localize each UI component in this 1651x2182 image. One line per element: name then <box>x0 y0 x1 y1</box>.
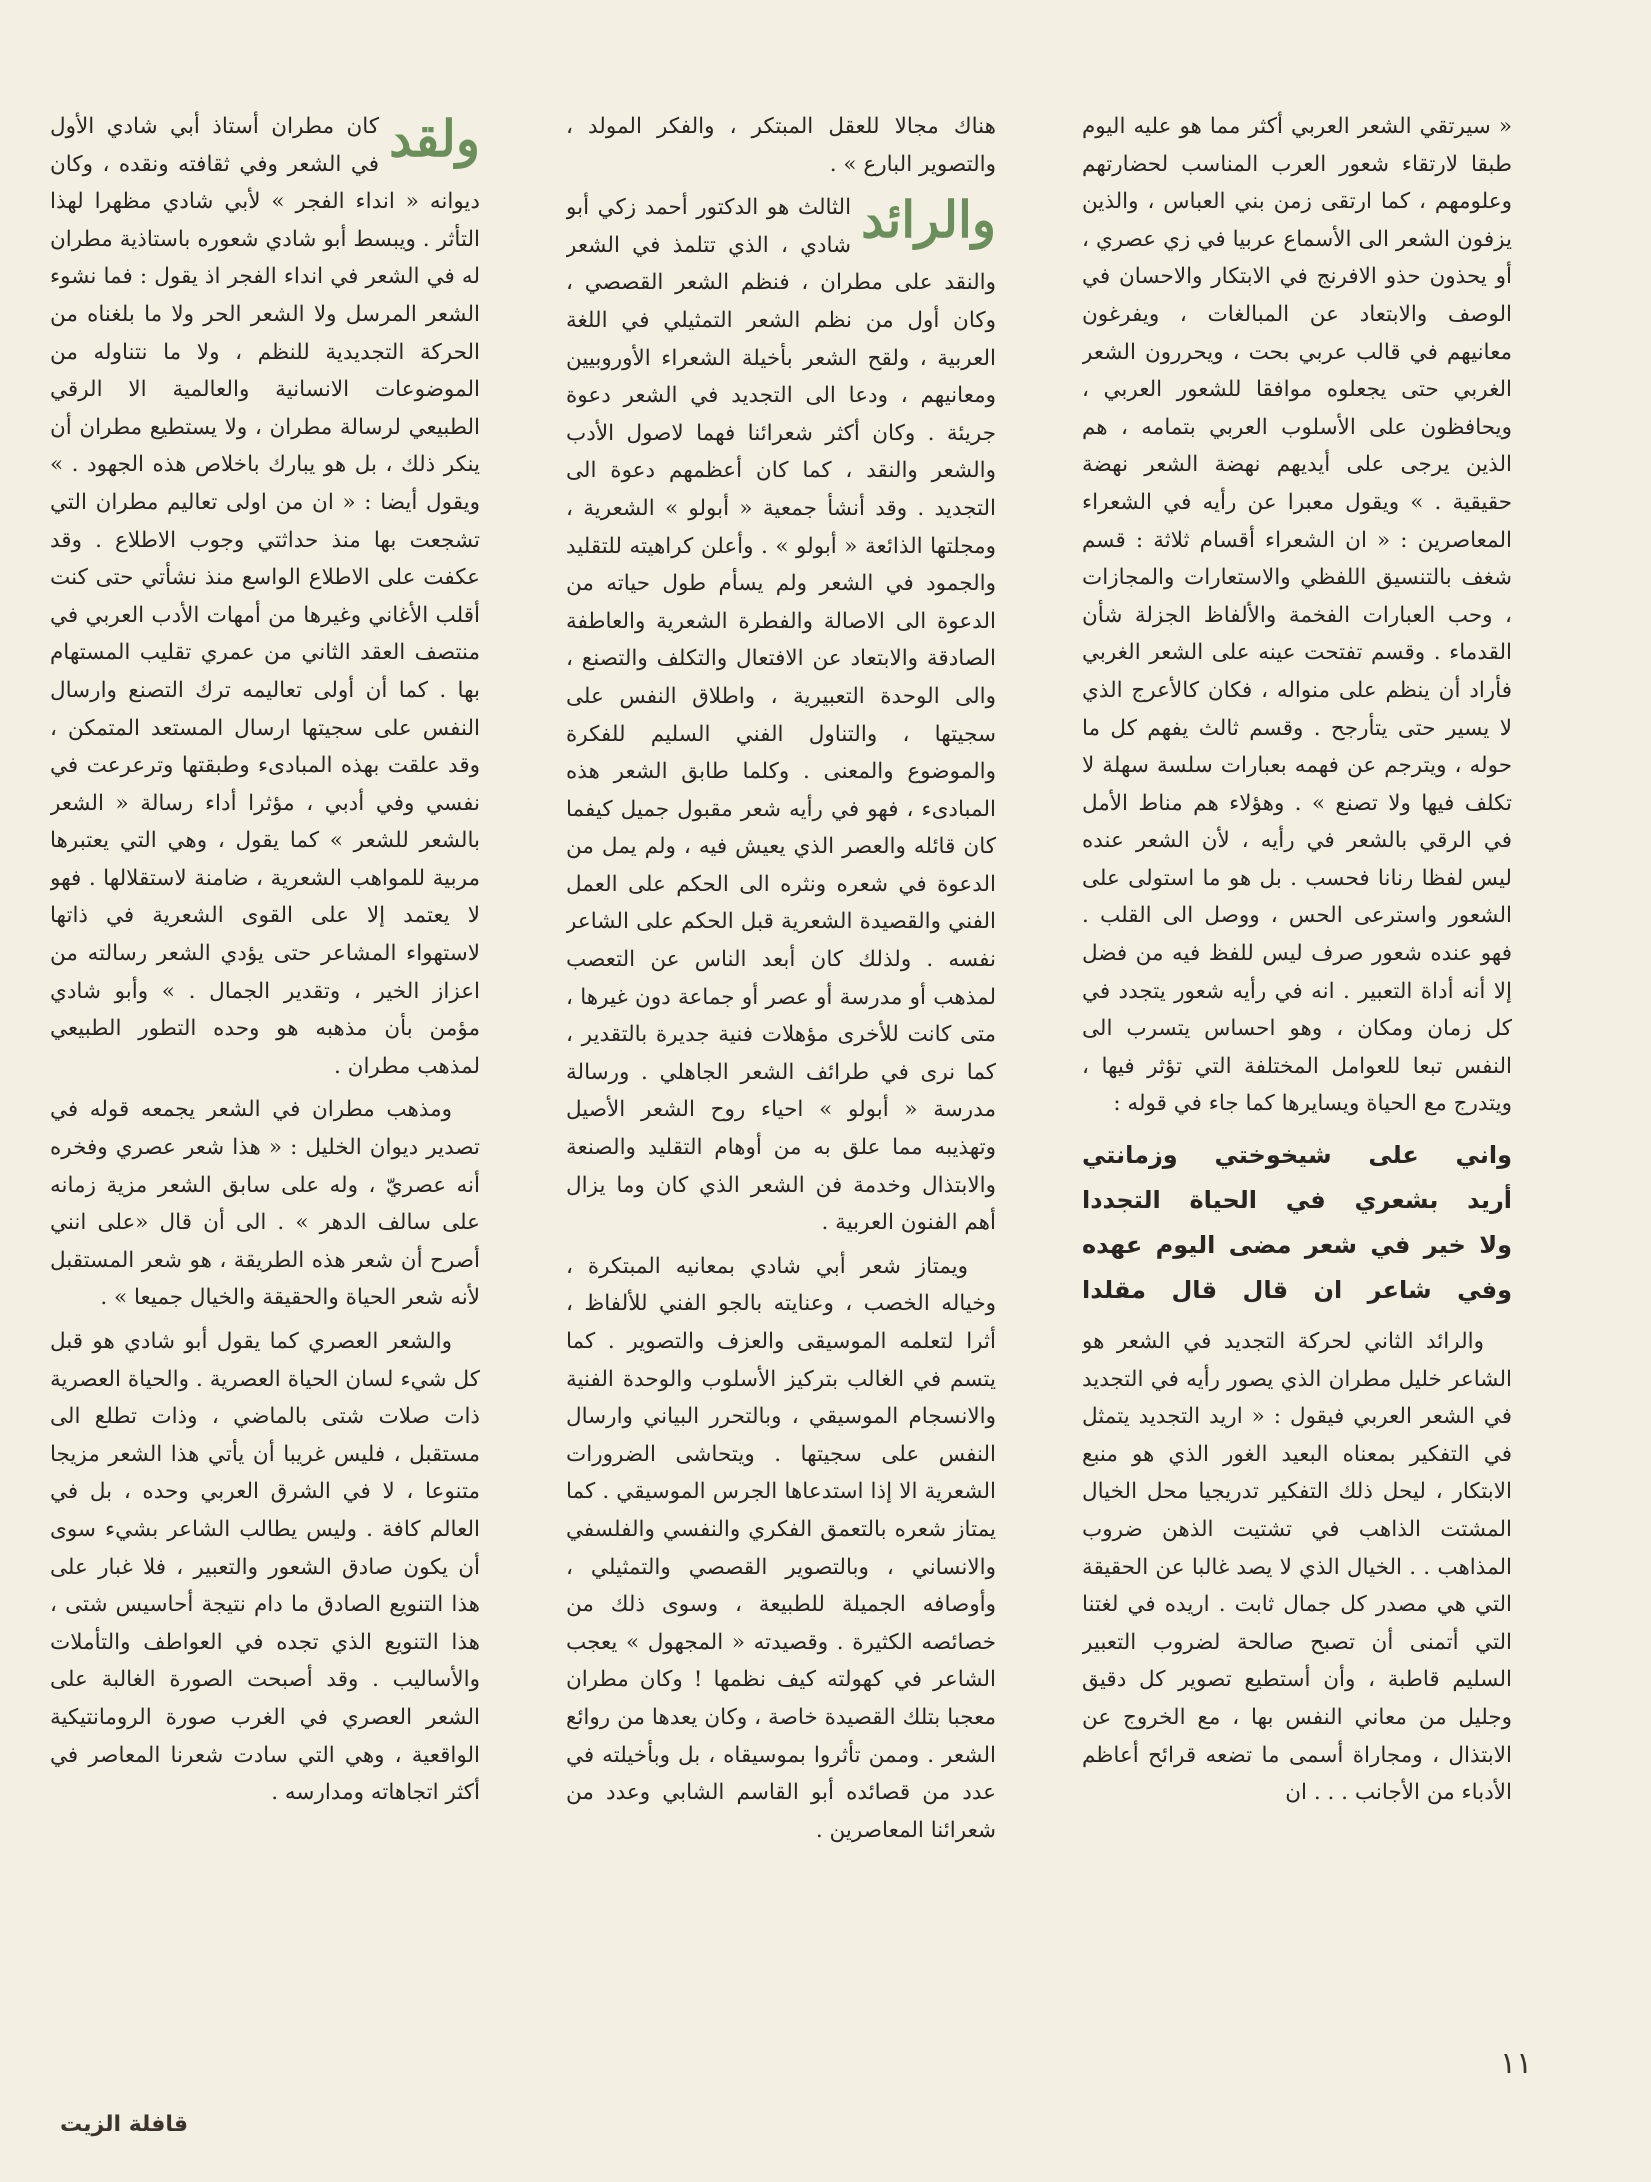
paragraph: والشعر العصري كما يقول أبو شادي هو قبل كل شيء لسان الحياة العصرية . والحياة العصرية ذات صلات شتى بالماضي ، وذات تطلع الى مستقبل ، فليس غريبا أن يأتي هذا الشعر مزيجا متنوعا ، لا في الشرق العربي وحده ، بل في العالم كافة . وليس يطالب الشاعر بشيء سوى أن يكون صادق الشعور والتعبير ، فلا غبار على هذا التنويع الصادق ما دام نتيجة أحاسيس شتى ، هذا التنويع الذي تجده في العواطف والتأملات والأساليب . وقد أصبحت الصورة الغالبة على الشعر العصري في الغرب صورة الرومانتيكية الواقعية ، وهي التي سادت شعرنا المعاصر في أكثر اتجاهاته ومدارسه . <box>50 1329 480 1806</box>
paragraph: ومذهب مطران في الشعر يجمعه قوله في تصدير ديوان الخليل : « هذا شعر عصري وفخره أنه عصريّ ، وله على سابق الشعر مزية زمانه على سالف الدهر » . الى أن قال «على انني أصرح أن شعر هذه الطريقة ، هو شعر المستقبل لأنه شعر الحياة والحقيقة والخيال جميعا » . <box>50 1097 480 1311</box>
paragraph-with-lead <box>566 189 996 1242</box>
paragraph-text: الثالث هو الدكتور أحمد زكي أبو شادي ، الذي تتلمذ في الشعر والنقد على مطران ، فنظم الشعر القصصي ، وكان أول من نظم الشعر التمثيلي في اللغة العربية ، ولقح الشعر بأخيلة الشعراء الأوروبيين ومعانيهم ، ودعا الى التجديد في الشعر دعوة جريئة . وكان أكثر شعرائنا فهما لاصول الأدب والشعر والنقد ، كما كان أعظمهم دعوة الى التجديد . وقد أنشأ جمعية « أبولو » الشعرية ، ومجلتها الذائعة « أبولو » . وأعلن كراهيته للتقليد والجمود في الشعر ولم يسأم طول حياته من الدعوة الى الاصالة والفطرة الشعرية والعاطفة الصادقة والابتعاد عن الافتعال والتكلف والتصنع ، والى الوحدة التعبيرية ، واطلاق النفس على سجيتها ، والتناول الفني السليم للفكرة والموضوع والمعنى . وكلما طابق الشعر هذه المبادىء ، فهو في رأيه شعر مقبول جميل كيفما كان قائله والعصر الذي يعيش فيه ، ولم يمل من الدعوة في شعره ونثره الى الحكم على العمل الفني والقصيدة الشعرية قبل الحكم على الشاعر نفسه . ولذلك كان أبعد الناس عن التعصب لمذهب أو مدرسة أو عصر أو جماعة دون غيرها ، متى كانت للأخرى مؤهلات فنية جديرة بالتقدير ، كما نرى في طرائف الشعر الجاهلي . ورسالة مدرسة « أبولو » احياء روح الشعر الأصيل وتهذيبه مما علق به من أوهام التقليد والصنعة والابتذال وخدمة فن الشعر الذي كان وما يزال أهم الفنون العربية . <box>566 195 996 1236</box>
article-column-right <box>1082 108 1512 2058</box>
paragraph-with-lead <box>50 108 480 1085</box>
poem-verse: ولا خير في شعر مضى اليوم عهده <box>1082 1231 1512 1260</box>
poem-verse: واني على شيخوختي وزمانتي <box>1082 1141 1512 1170</box>
lead-word: ولقد <box>389 109 480 168</box>
paragraph: والرائد الثاني لحركة التجديد في الشعر هو الشاعر خليل مطران الذي يصور رأيه في التجديد في الشعر العربي فيقول : « اريد التجديد يتمثل في التفكير بمعناه البعيد الغور الذي هو منبع الابتكار ، ليحل ذلك التفكير تدريجيا محل الخيال المشتت الذاهب في تشتيت الذهن ضروب المذاهب . . الخيال الذي لا يصد غالبا عن الحقيقة التي هي مصدر كل جمال ثابت . اريده في لغتنا التي أتمنى أن تصبح صالحة لضروب التعبير السليم قاطبة ، وأن أستطيع تصوير كل دقيق وجليل من معاني النفس بها ، مع الخروج عن الابتذال ، ومجاراة أسمى ما تضعه قرائح أعاظم الأدباء من الأجانب . . . ان <box>1082 1329 1512 1806</box>
paragraph: « سيرتقي الشعر العربي أكثر مما هو عليه اليوم طبقا لارتقاء شعور العرب المناسب لحضارتهم وعلومهم ، كما ارتقى زمن بني العباس ، والذين يزفون الشعر الى الأسماع عربيا في زي عصري ، أو يحذون حذو الافرنج في الابتكار والاحسان في الوصف والابتعاد عن المبالغات ، ويفرغون معانيهم في قالب عربي بحت ، ويحررون الشعر الغربي حتى يجعلوه موافقا للشعور العربي ، ويحافظون على الأسلوب العربي بتمامه ، هم الذين يرجى على أيديهم نهضة الشعر نهضة حقيقية . » ويقول معبرا عن رأيه في الشعراء المعاصرين : « ان الشعراء أقسام ثلاثة : قسم شغف بالتنسيق اللفظي والاستعارات والمجازات ، وحب العبارات الفخمة والألفاظ الجزلة شأن القدماء . وقسم تفتحت عينه على الشعر الغربي فأراد أن ينظم على منواله ، فكان كالأعرج الذي لا يسير حتى يتأرجح . وقسم ثالث يفهم كل ما حوله ، ويترجم عن فهمه بعبارات سلسة سهلة لا تكلف فيها ولا تصنع » . وهؤلاء هم مناط الأمل في الرقي بالشعر في رأيه ، لأن الشعر عنده ليس لفظا رنانا فحسب . بل هو ما استولى على الشعور واسترعى الحس ، ووصل الى القلب . فهو عنده شعور صرف ليس للفظ فيه من فضل إلا أنه أداة التعبير . انه في رأيه شعور يتجدد في كل زمان ومكان ، وهو احساس يتسرب الى النفس تبعا للعوامل المختلفة التي تؤثر فيها ، ويتدرج مع الحياة ويسايرها كما جاء في قوله : <box>1082 114 1512 1117</box>
paragraph-text: كان مطران أستاذ أبي شادي الأول في الشعر وفي ثقافته ونقده ، وكان ديوانه « انداء الفجر » لأبي شادي مظهرا لهذا التأثر . ويبسط أبو شادي شعوره باستاذية مطران له في الشعر في انداء الفجر اذ يقول : فما نشوء الشعر المرسل ولا الشعر الحر ولا ما بلغناه من الحركة التجديدية للنظم ، ولا ما نتناوله من الموضوعات الانسانية والعالمية الا الرقي الطبيعي لرسالة مطران ، ولا يستطيع مطران أن ينكر ذلك ، بل هو يبارك باخلاص هذه الجهود . » ويقول أيضا : « ان من اولى تعاليم مطران التي تشجعت بها منذ حداثتي وجوب الاطلاع . وقد عكفت على الاطلاع الواسع منذ نشأتي حتى كنت أقلب الأغاني وغيرها من أمهات الأدب العربي في منتصف العقد الثاني من عمري تقليب المستهام بها . كما أن أولى تعاليمه ترك التصنع وارسال النفس على سجيتها ارسال المستعد المتمكن ، وقد علقت بهذه المبادىء وطبقتها وترعرعت في نفسي وفي أدبي ، مؤثرا أداء رسالة « الشعر بالشعر للشعر » كما يقول ، وهي التي يعتبرها مربية للمواهب الشعرية ، ضامنة لاستقلالها . فهو لا يعتمد إلا على القوى الشعرية في ذاتها لاستهواء المشاعر حتى يؤدي الشعر رسالته من اعزاز الخير ، وتقدير الجمال . » وأبو شادي مؤمن بأن مذهبه هو وحده التطور الطبيعي لمذهب مطران . <box>50 114 480 1079</box>
magazine-name: قافلة الزيت <box>60 2112 189 2137</box>
paragraph: ويمتاز شعر أبي شادي بمعانيه المبتكرة ، وخياله الخصب ، وعنايته بالجو الفني للألفاظ ، أثرا لتعلمه الموسيقى والعزف والتصوير . كما يتسم في الغالب بتركيز الأسلوب والوحدة الفنية والانسجام الموسيقي ، وبالتحرر البياني وارسال النفس على سجيتها . ويتحاشى الضرورات الشعرية الا إذا استدعاها الجرس الموسيقي . كما يمتاز شعره بالتعمق الفكري والنفسي والفلسفي والانساني ، وبالتصوير القصصي والتمثيلي ، وأوصافه الجميلة للطبيعة ، وسوى ذلك من خصائصه الكثيرة . وقصيدته « المجهول » يعجب الشاعر في كهولته كيف نظمها ! وكان مطران معجبا بتلك القصيدة خاصة ، وكان يعدها من روائع الشعر . وممن تأثروا بموسيقاه ، بل وبأخيلته في عدد من قصائده أبو القاسم الشابي وعدد من شعرائنا المعاصرين . <box>566 1253 996 1843</box>
page-number: ١١ <box>1500 2046 1533 2081</box>
poem-verse: أريد بشعري في الحياة التجددا <box>1082 1186 1512 1215</box>
article-column-left <box>50 108 480 2058</box>
article-column-middle <box>566 108 996 2058</box>
paragraph: هناك مجالا للعقل المبتكر ، والفكر المولد ، والتصوير البارع » . <box>566 114 996 177</box>
poem-verses <box>1082 1133 1512 1313</box>
poem-verse: وفي شاعر ان قال قال مقلدا <box>1082 1276 1512 1305</box>
lead-word: والرائد <box>861 190 996 250</box>
